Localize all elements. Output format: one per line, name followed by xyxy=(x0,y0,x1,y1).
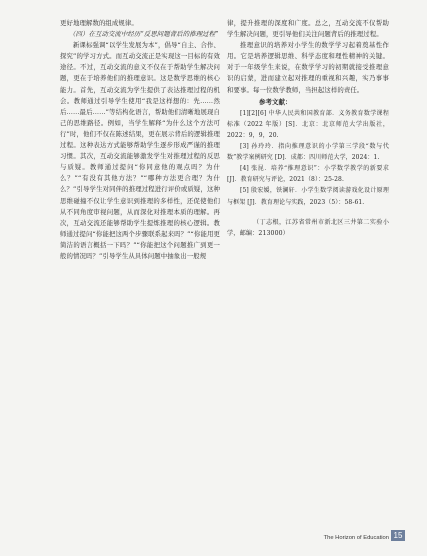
references-heading: 参考文献： xyxy=(259,97,292,106)
reference-entry: [4] 张昆．培养“推理意识”：小学数学教学的新要求 [J]．教育研究与评论，2021（8）：25-28. xyxy=(227,165,389,184)
page-number: 15 xyxy=(391,530,405,541)
reference-entry: [3] 孙玲玲．指向推理意识的小学第三学段“数与代数”教学案例研究 [D]．成都：四川师范大学，2024：1. xyxy=(227,143,389,162)
paragraph: 推理意识的培养对小学生的数学学习起着奠基性作用。它是培养逻辑思维、科学态度和理性精神的关键。对于一年级学生来说，在数学学习的初期就接受推理意识的启蒙，进而建立起对推理的重视和兴趣，实乃事事和要事。每一位数学教师，当担起这样的责任。 xyxy=(227,41,389,94)
section-heading: （四）在互动交流中经历“反思问题背后的推理过程” xyxy=(69,30,219,39)
paragraph: 新课标强调“以学生发展为本”，倡导“自主、合作、探究”的学习方式。而互动交流正是实现这一目标的有效途径。不过，互动交流的意义不仅在于帮助学生解决问题，更在于培养他们的推理意识。这是数学思维的核心能力。首先，互动交流为学生提供了表达推理过程的机会。教师通过引导学生使用“我是这样想的：先……然后……最后……”等结构化语言，帮助他们清晰地展现自己的思维路径。例如，当学生解释“为什么这个方法可行”时，他们不仅在陈述结果，更在展示背后的逻辑推理过程。这种表达方式能够帮助学生逐步形成严谨的推理习惯。其次，互动交流能够激发学生对推理过程的反思与质疑。教师通过提问“你同意他的观点吗？为什么？”“有没有其他方法？”“哪种方法更合理？为什么？”引导学生对同伴的推理过程进行评价或质疑，这种思维碰撞不仅让学生意识到推理的多样性，还促使他们从不同角度审视问题，从而深化对推理本质的理解。再次，互动交流还能够帮助学生提炼推理的核心逻辑。教师通过提问“你能把这两个步骤联系起来吗？”“你能用更简洁的语言概括一下吗？”“你能把这个问题推广到更一般的情况吗？”引导学生从具体问题中抽象出一般规 xyxy=(60,41,220,260)
reference-entry: [5] 殷宏媛，铁澜轩．小学生数学阅读游戏化设计原理与框架 [J]．教育理论与实践，2023（5）：58-61. xyxy=(227,187,389,206)
journal-name: The Horizon of Education xyxy=(323,535,389,541)
left-column xyxy=(60,18,220,262)
right-column xyxy=(227,18,389,239)
paragraph-continuation: 更好地理解数的组成规律。 xyxy=(60,19,138,27)
reference-entry: [1][2][6] 中华人民共和国教育部．义务教育数学课程标准（2022 年版）[S]．北京：北京师范大学出版社，2022：9，9，20. xyxy=(227,109,389,139)
paragraph-continuation: 律，提升推理的深度和广度。总之，互动交流不仅帮助学生解决问题，更引导他们关注问题背后的推理过程。 xyxy=(227,19,389,39)
author-info: （丁志根，江苏省常州市新北区三井第二实验小学，邮编：213000） xyxy=(227,218,389,237)
